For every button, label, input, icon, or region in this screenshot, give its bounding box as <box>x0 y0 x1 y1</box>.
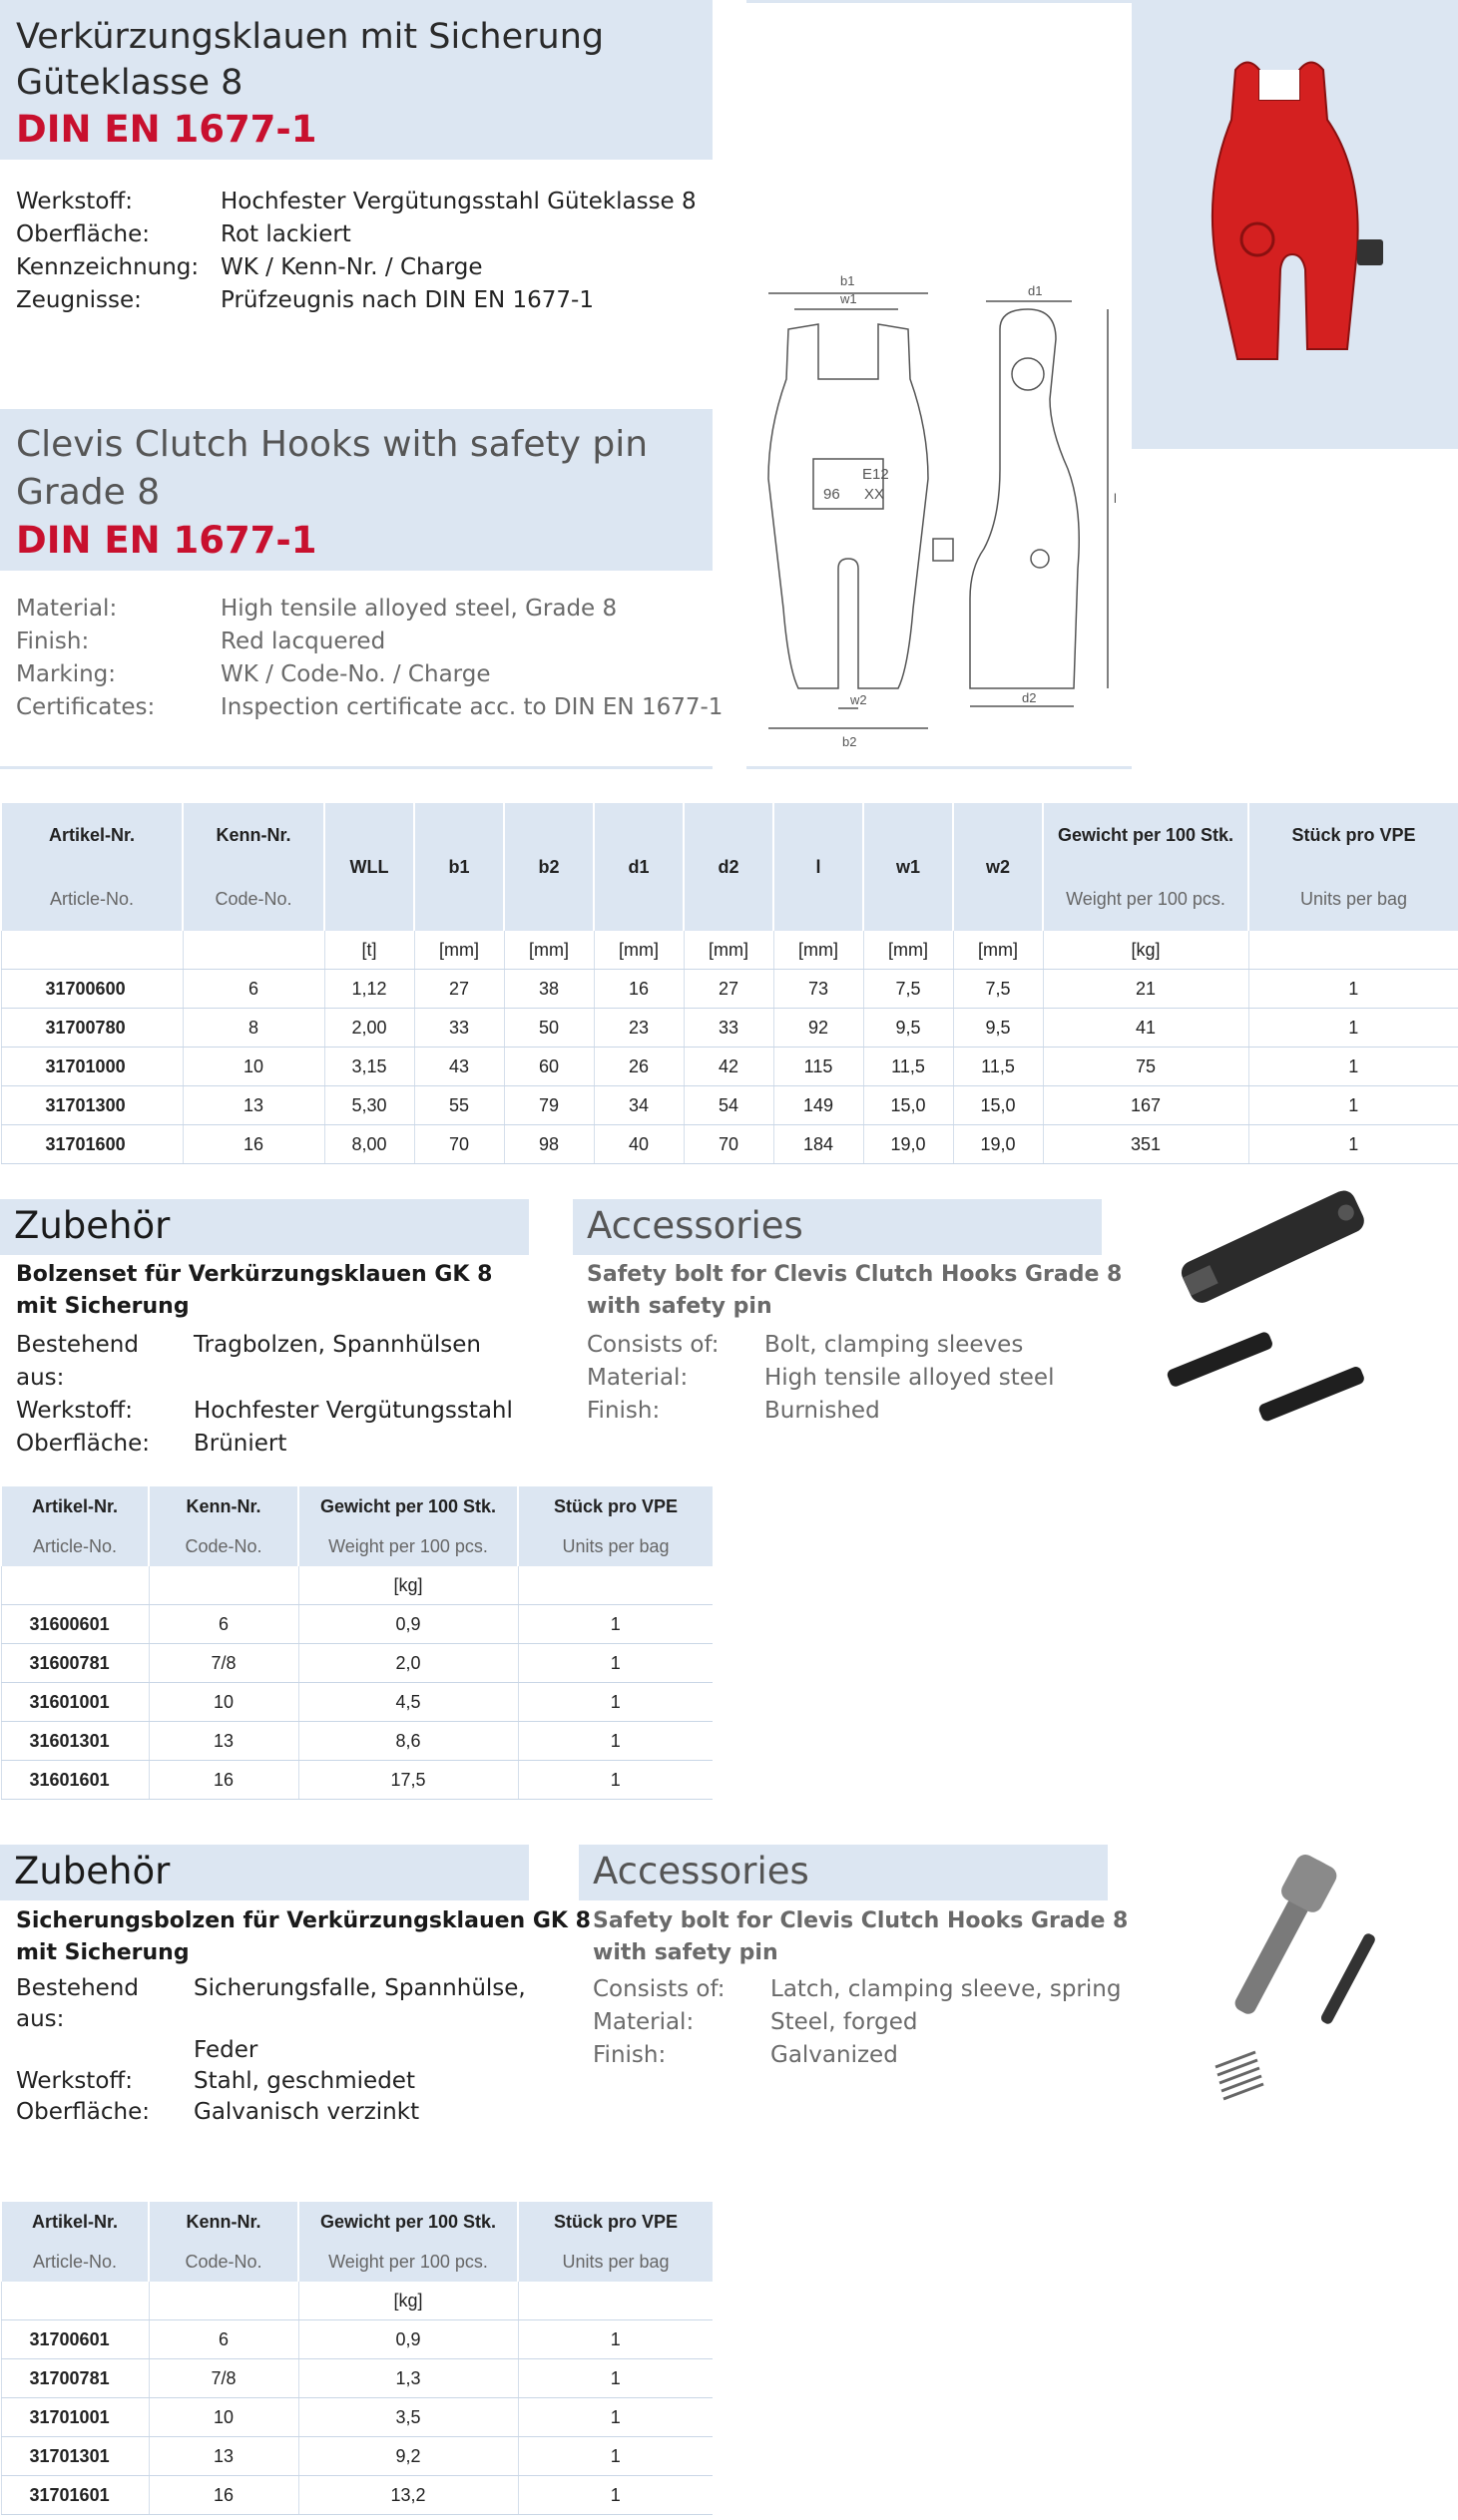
cell-article: 31701300 <box>1 1086 183 1125</box>
col-header-d2: d2 <box>684 803 773 931</box>
cell-article: 31601601 <box>1 1761 149 1800</box>
col-header-code: Kenn-Nr. <box>149 2202 298 2242</box>
cell-code: 13 <box>149 1722 298 1761</box>
acc1-en-sub2: with safety pin <box>587 1294 772 1319</box>
unit-cell: [mm] <box>953 931 1043 970</box>
cell-code: 10 <box>149 1683 298 1722</box>
col-header-units: Stück pro VPE <box>518 1486 713 1526</box>
cell-article: 31701000 <box>1 1048 183 1086</box>
cell-article: 31700601 <box>1 2320 149 2359</box>
acc1-de-block <box>16 1259 492 1323</box>
unit-cell: [mm] <box>414 931 504 970</box>
table-row <box>1 1605 713 1644</box>
table-row <box>1 1722 713 1761</box>
acc1-en-sub1: Safety bolt for Clevis Clutch Hooks Grade 8 <box>587 1262 1123 1287</box>
cell-weight: 4,5 <box>298 1683 518 1722</box>
dim-label-w2: w2 <box>850 692 867 707</box>
cell-weight: 13,2 <box>298 2476 518 2515</box>
red-clutch-hook-image <box>1188 50 1417 389</box>
cell-l: 149 <box>773 1086 863 1125</box>
cell-units: 1 <box>518 1644 713 1683</box>
prop-key: Material: <box>16 596 118 622</box>
prop-value: Tragbolzen, Spannhülsen <box>194 1332 482 1358</box>
col-header-w1: w1 <box>863 803 953 931</box>
prop-value: Hochfester Vergütungsstahl <box>194 1398 513 1424</box>
table-row <box>1 2320 713 2359</box>
acc2-en-sub1: Safety bolt for Clevis Clutch Hooks Grade 8 <box>593 1908 1129 1933</box>
col-header-code: Kenn-Nr. <box>149 1486 298 1526</box>
cell-code: 7/8 <box>149 1644 298 1683</box>
cell-article: 31701600 <box>1 1125 183 1164</box>
col-header-units-en: Units per bag <box>518 1526 713 1566</box>
cell-units: 1 <box>518 1605 713 1644</box>
technical-drawing <box>738 269 1138 758</box>
table-row <box>1 1644 713 1683</box>
unit-cell: [kg] <box>298 1566 518 1605</box>
prop-value: Bolt, clamping sleeves <box>764 1332 1024 1358</box>
cell-units: 1 <box>518 2398 713 2437</box>
prop-value: WK / Code-No. / Charge <box>221 661 491 687</box>
section1-bottom-line-right <box>746 766 1132 769</box>
cell-wll: 3,15 <box>324 1048 414 1086</box>
table-row <box>1 1009 1458 1048</box>
col-header-weight: Gewicht per 100 Stk. <box>298 2202 518 2242</box>
cell-weight: 8,6 <box>298 1722 518 1761</box>
de-standard: DIN EN 1677-1 <box>16 108 317 151</box>
dim-label-w1: w1 <box>840 291 857 306</box>
unit-cell <box>1 931 183 970</box>
col-header-article-en: Article-No. <box>1 1526 149 1566</box>
unit-row <box>1 1566 713 1605</box>
acc2-de-block <box>16 1905 591 1969</box>
col-header-w2: w2 <box>953 803 1043 931</box>
col-header-units: Stück pro VPE <box>1248 803 1458 867</box>
cell-w2: 7,5 <box>953 970 1043 1009</box>
acc2-en-title: Accessories <box>593 1850 809 1892</box>
prop-key: Bestehend aus: <box>16 1975 139 2032</box>
col-header-article: Artikel-Nr. <box>1 2202 149 2242</box>
col-header-l: l <box>773 803 863 931</box>
cell-l: 184 <box>773 1125 863 1164</box>
table-row <box>1 1761 713 1800</box>
cell-l: 115 <box>773 1048 863 1086</box>
col-header-wll: WLL <box>324 803 414 931</box>
prop-key: Zeugnisse: <box>16 287 142 313</box>
cell-b1: 70 <box>414 1125 504 1164</box>
cell-code: 16 <box>149 1761 298 1800</box>
cell-weight: 2,0 <box>298 1644 518 1683</box>
cell-units: 1 <box>1248 1125 1458 1164</box>
acc1-de-sub2: mit Sicherung <box>16 1294 190 1319</box>
prop-value: Feder <box>194 2037 258 2063</box>
cell-code: 13 <box>149 2437 298 2476</box>
cell-units: 1 <box>518 2476 713 2515</box>
cell-code: 13 <box>183 1086 324 1125</box>
cell-b2: 38 <box>504 970 594 1009</box>
unit-cell: [mm] <box>773 931 863 970</box>
cell-w1: 11,5 <box>863 1048 953 1086</box>
col-header-weight: Gewicht per 100 Stk. <box>298 1486 518 1526</box>
prop-key: Finish: <box>587 1398 661 1424</box>
cell-d2: 54 <box>684 1086 773 1125</box>
cell-weight: 41 <box>1043 1009 1248 1048</box>
acc1-de-title: Zubehör <box>14 1204 171 1247</box>
cell-d2: 42 <box>684 1048 773 1086</box>
cell-d1: 23 <box>594 1009 684 1048</box>
marking-96: 96 <box>823 486 840 503</box>
acc1-en-block <box>587 1259 1122 1323</box>
cell-w2: 19,0 <box>953 1125 1043 1164</box>
col-header-b1: b1 <box>414 803 504 931</box>
prop-key: Oberfläche: <box>16 1431 151 1457</box>
en-properties <box>16 593 723 724</box>
col-header-code-en: Code-No. <box>183 867 324 931</box>
table-row <box>1 2437 713 2476</box>
col-header-d1: d1 <box>594 803 684 931</box>
cell-b2: 50 <box>504 1009 594 1048</box>
cell-units: 1 <box>518 2320 713 2359</box>
cell-w2: 15,0 <box>953 1086 1043 1125</box>
prop-value: Rot lackiert <box>221 221 351 247</box>
cell-units: 1 <box>1248 1009 1458 1048</box>
cell-wll: 1,12 <box>324 970 414 1009</box>
cell-w1: 15,0 <box>863 1086 953 1125</box>
cell-code: 8 <box>183 1009 324 1048</box>
col-header-weight-en: Weight per 100 pcs. <box>298 1526 518 1566</box>
cell-units: 1 <box>518 1683 713 1722</box>
table-row <box>1 1683 713 1722</box>
unit-cell <box>1248 931 1458 970</box>
cell-d1: 16 <box>594 970 684 1009</box>
cell-article: 31701601 <box>1 2476 149 2515</box>
prop-value: Sicherungsfalle, Spannhülse, <box>194 1975 526 2001</box>
cell-code: 10 <box>149 2398 298 2437</box>
cell-article: 31700781 <box>1 2359 149 2398</box>
marking-xx: XX <box>864 486 885 503</box>
cell-article: 31601001 <box>1 1683 149 1722</box>
col-header-b2: b2 <box>504 803 594 931</box>
col-header-units-en: Units per bag <box>1248 867 1458 931</box>
en-standard: DIN EN 1677-1 <box>16 519 317 562</box>
cell-article: 31600601 <box>1 1605 149 1644</box>
unit-cell: [t] <box>324 931 414 970</box>
prop-value: Hochfester Vergütungsstahl Güteklasse 8 <box>221 189 697 214</box>
cell-units: 1 <box>1248 1086 1458 1125</box>
cell-b1: 55 <box>414 1086 504 1125</box>
cell-code: 16 <box>183 1125 324 1164</box>
prop-key: Werkstoff: <box>16 2068 133 2094</box>
cell-w1: 7,5 <box>863 970 953 1009</box>
unit-cell: [kg] <box>1043 931 1248 970</box>
unit-cell: [mm] <box>504 931 594 970</box>
prop-key: Werkstoff: <box>16 1398 133 1424</box>
prop-key: Oberfläche: <box>16 221 151 247</box>
cell-d1: 26 <box>594 1048 684 1086</box>
prop-value: Red lacquered <box>221 629 386 654</box>
cell-code: 10 <box>183 1048 324 1086</box>
acc1-en-props <box>587 1329 1054 1428</box>
safety-bolt-image <box>1188 1836 1387 2105</box>
acc1-de-props <box>16 1329 513 1461</box>
cell-w2: 11,5 <box>953 1048 1043 1086</box>
table-row <box>1 2398 713 2437</box>
cell-units: 1 <box>1248 970 1458 1009</box>
cell-d1: 34 <box>594 1086 684 1125</box>
table-row <box>1 2359 713 2398</box>
prop-key: Consists of: <box>587 1332 720 1358</box>
cell-d1: 40 <box>594 1125 684 1164</box>
hook-specs-table <box>0 803 1458 1164</box>
prop-key: Certificates: <box>16 694 156 720</box>
de-properties <box>16 186 697 317</box>
acc2-en-block <box>593 1905 1128 1969</box>
cell-code: 6 <box>149 1605 298 1644</box>
cell-code: 6 <box>183 970 324 1009</box>
cell-units: 1 <box>518 1722 713 1761</box>
col-header-code-en: Code-No. <box>149 1526 298 1566</box>
cell-b2: 60 <box>504 1048 594 1086</box>
table-row <box>1 1048 1458 1086</box>
unit-cell: [mm] <box>863 931 953 970</box>
cell-b2: 98 <box>504 1125 594 1164</box>
acc2-en-sub2: with safety pin <box>593 1940 778 1965</box>
cell-weight: 167 <box>1043 1086 1248 1125</box>
prop-value: Stahl, geschmiedet <box>194 2068 415 2094</box>
cell-article: 31701001 <box>1 2398 149 2437</box>
cell-b1: 27 <box>414 970 504 1009</box>
table-row <box>1 2476 713 2515</box>
prop-key: Finish: <box>593 2042 667 2068</box>
cell-code: 7/8 <box>149 2359 298 2398</box>
col-header-article-en: Article-No. <box>1 867 183 931</box>
cell-w2: 9,5 <box>953 1009 1043 1048</box>
cell-weight: 21 <box>1043 970 1248 1009</box>
prop-key: Material: <box>587 1365 689 1391</box>
cell-weight: 1,3 <box>298 2359 518 2398</box>
prop-value: Prüfzeugnis nach DIN EN 1677-1 <box>221 287 594 313</box>
col-header-article: Artikel-Nr. <box>1 1486 149 1526</box>
prop-value: High tensile alloyed steel <box>764 1365 1055 1391</box>
cell-weight: 3,5 <box>298 2398 518 2437</box>
prop-key <box>16 2035 194 2066</box>
cell-units: 1 <box>518 2437 713 2476</box>
cell-weight: 0,9 <box>298 1605 518 1644</box>
cell-article: 31600781 <box>1 1644 149 1683</box>
prop-key: Oberfläche: <box>16 2099 151 2125</box>
marking-e12: E12 <box>862 466 889 483</box>
cell-code: 16 <box>149 2476 298 2515</box>
de-title-line1: Verkürzungsklauen mit Sicherung <box>16 17 605 57</box>
unit-cell: [mm] <box>684 931 773 970</box>
prop-value: WK / Kenn-Nr. / Charge <box>221 254 483 280</box>
cell-wll: 5,30 <box>324 1086 414 1125</box>
de-title-line2: Güteklasse 8 <box>16 63 243 103</box>
cell-weight: 17,5 <box>298 1761 518 1800</box>
cell-wll: 8,00 <box>324 1125 414 1164</box>
prop-value: Brüniert <box>194 1431 287 1457</box>
prop-key: Werkstoff: <box>16 189 133 214</box>
en-title-line2: Grade 8 <box>16 472 161 513</box>
dim-label-b1: b1 <box>840 273 855 288</box>
table-row <box>1 1125 1458 1164</box>
acc2-de-props <box>16 1973 526 2128</box>
bolt-set-table <box>0 1486 713 1800</box>
unit-cell: [kg] <box>298 2282 518 2320</box>
dim-label-l: l <box>1114 491 1117 506</box>
prop-value: Latch, clamping sleeve, spring <box>770 1976 1122 2002</box>
top-separator <box>746 0 1132 3</box>
prop-key: Kennzeichnung: <box>16 254 200 280</box>
col-header-article-en: Article-No. <box>1 2242 149 2282</box>
unit-cell <box>183 931 324 970</box>
acc1-de-sub1: Bolzenset für Verkürzungsklauen GK 8 <box>16 1262 493 1287</box>
cell-wll: 2,00 <box>324 1009 414 1048</box>
col-header-code: Kenn-Nr. <box>183 803 324 867</box>
dim-label-d1: d1 <box>1028 283 1043 298</box>
en-title-line1: Clevis Clutch Hooks with safety pin <box>16 424 649 465</box>
unit-row <box>1 2282 713 2320</box>
cell-w1: 9,5 <box>863 1009 953 1048</box>
cell-weight: 9,2 <box>298 2437 518 2476</box>
prop-key: Finish: <box>16 629 90 654</box>
cell-l: 73 <box>773 970 863 1009</box>
dim-label-d2: d2 <box>1022 690 1037 705</box>
prop-value: Inspection certificate acc. to DIN EN 1677-1 <box>221 694 724 720</box>
cell-article: 31700600 <box>1 970 183 1009</box>
section1-bottom-line <box>0 766 713 769</box>
cell-units: 1 <box>1248 1048 1458 1086</box>
cell-article: 31701301 <box>1 2437 149 2476</box>
col-header-units-en: Units per bag <box>518 2242 713 2282</box>
unit-row <box>1 931 1458 970</box>
prop-value: Galvanisch verzinkt <box>194 2099 420 2125</box>
cell-weight: 0,9 <box>298 2320 518 2359</box>
en-title-block <box>16 421 648 565</box>
prop-key: Bestehend aus: <box>16 1332 139 1391</box>
col-header-weight-en: Weight per 100 pcs. <box>298 2242 518 2282</box>
col-header-weight: Gewicht per 100 Stk. <box>1043 803 1248 867</box>
cell-d2: 27 <box>684 970 773 1009</box>
acc2-de-title: Zubehör <box>14 1850 171 1892</box>
prop-key: Consists of: <box>593 1976 726 2002</box>
prop-value: Galvanized <box>770 2042 898 2068</box>
col-header-code-en: Code-No. <box>149 2242 298 2282</box>
cell-units: 1 <box>518 1761 713 1800</box>
cell-b2: 79 <box>504 1086 594 1125</box>
cell-b1: 33 <box>414 1009 504 1048</box>
cell-w1: 19,0 <box>863 1125 953 1164</box>
acc2-en-props <box>593 1973 1121 2072</box>
cell-article: 31700780 <box>1 1009 183 1048</box>
col-header-units: Stück pro VPE <box>518 2202 713 2242</box>
cell-l: 92 <box>773 1009 863 1048</box>
cell-weight: 351 <box>1043 1125 1248 1164</box>
cell-units: 1 <box>518 2359 713 2398</box>
unit-cell: [mm] <box>594 931 684 970</box>
table-row <box>1 970 1458 1009</box>
cell-d2: 33 <box>684 1009 773 1048</box>
acc2-de-sub2: mit Sicherung <box>16 1940 190 1965</box>
col-header-weight-en: Weight per 100 pcs. <box>1043 867 1248 931</box>
prop-key: Marking: <box>16 661 117 687</box>
table-row <box>1 1086 1458 1125</box>
safety-bolt-table <box>0 2202 713 2515</box>
prop-value: Steel, forged <box>770 2009 918 2035</box>
cell-d2: 70 <box>684 1125 773 1164</box>
cell-weight: 75 <box>1043 1048 1248 1086</box>
acc1-en-title: Accessories <box>587 1204 803 1247</box>
prop-value: Burnished <box>764 1398 880 1424</box>
cell-b1: 43 <box>414 1048 504 1086</box>
acc2-de-sub1: Sicherungsbolzen für Verkürzungsklauen GK 8 <box>16 1908 591 1933</box>
cell-article: 31601301 <box>1 1722 149 1761</box>
prop-key: Material: <box>593 2009 695 2035</box>
prop-value: High tensile alloyed steel, Grade 8 <box>221 596 618 622</box>
de-title-block <box>16 14 604 154</box>
dim-label-b2: b2 <box>842 734 857 749</box>
cell-code: 6 <box>149 2320 298 2359</box>
col-header-article: Artikel-Nr. <box>1 803 183 867</box>
bolt-set-image <box>1158 1187 1377 1437</box>
